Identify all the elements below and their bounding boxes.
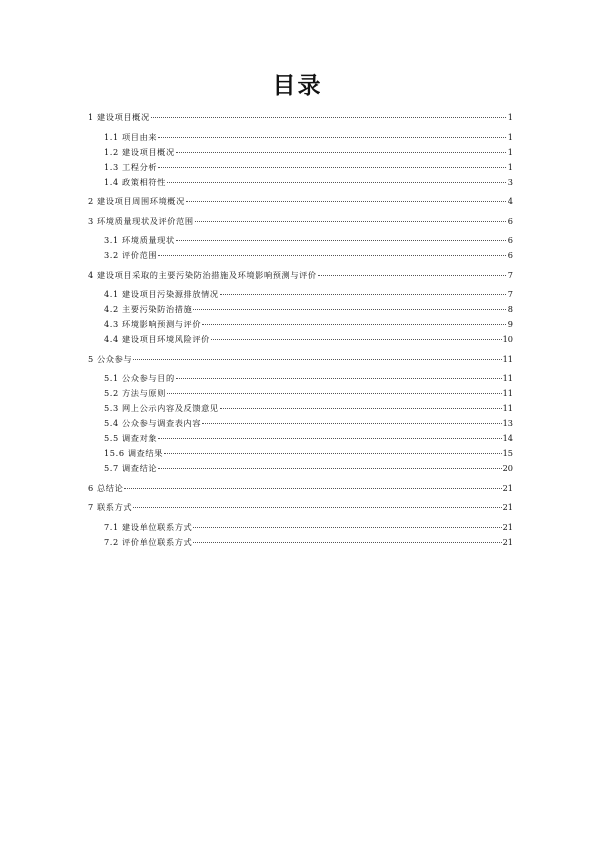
- dot-leader: [164, 453, 502, 454]
- toc-entry[interactable]: [88, 235, 513, 246]
- toc-entry-title: 7 联系方式: [88, 502, 133, 512]
- toc-page-number: 20: [502, 463, 513, 473]
- toc-page-number: 14: [502, 433, 513, 443]
- toc-entry-title: 5.5 调查对象: [104, 433, 158, 443]
- dot-leader: [133, 359, 501, 360]
- toc-entry-title: 3.1 环境质量现状: [104, 235, 175, 245]
- toc-entry-title: 7.2 评价单位联系方式: [104, 536, 193, 547]
- dot-leader: [193, 527, 501, 528]
- dot-leader: [176, 378, 502, 379]
- toc-page-number: 13: [502, 418, 513, 428]
- dot-leader: [167, 393, 502, 394]
- toc-entry[interactable]: [88, 418, 513, 429]
- toc-page-number: 21: [502, 536, 513, 547]
- dot-leader: [220, 408, 502, 409]
- toc-entry[interactable]: [88, 483, 513, 494]
- dot-leader: [158, 255, 506, 256]
- toc-entry[interactable]: [88, 289, 513, 300]
- toc-page-number: 11: [502, 373, 513, 383]
- toc-entry-title: 5.3 网上公示内容及反馈意见: [104, 403, 219, 413]
- toc-page-number: 4: [507, 196, 513, 206]
- toc-entry[interactable]: [88, 132, 513, 143]
- dot-leader: [202, 423, 501, 424]
- toc-entry[interactable]: [88, 388, 513, 399]
- toc-page-number: 21: [502, 521, 513, 532]
- toc-entry-title: 4.2 主要污染防治措施: [104, 304, 193, 314]
- toc-entry-title: 6 总结论: [88, 482, 124, 493]
- dot-leader: [158, 468, 501, 469]
- toc-entry-title: 15.6 调查结果: [104, 448, 163, 458]
- toc-entry[interactable]: [88, 112, 513, 123]
- toc-page-number: 6: [507, 250, 513, 260]
- toc-entry-title: 7.1 建设单位联系方式: [104, 521, 193, 532]
- toc-entry[interactable]: [88, 502, 513, 513]
- toc-entry[interactable]: [88, 216, 513, 227]
- toc-page-number: 7: [507, 289, 513, 299]
- toc-entry-title: 1 建设项目概况: [88, 112, 150, 122]
- toc-entry[interactable]: [88, 403, 513, 414]
- toc-page-number: 21: [502, 482, 513, 493]
- toc-page-number: 21: [502, 502, 513, 512]
- toc-entry-title: 4 建设项目采取的主要污染防治措施及环境影响预测与评价: [88, 269, 317, 280]
- dot-leader: [220, 294, 506, 295]
- toc-page-number: 6: [507, 215, 513, 226]
- toc-page-number: 11: [502, 388, 513, 398]
- dot-leader: [193, 542, 501, 543]
- dot-leader: [124, 488, 501, 489]
- toc-entry-title: 1.3 工程分析: [104, 161, 158, 172]
- dot-leader: [176, 152, 506, 153]
- page-title: 目录: [272, 72, 323, 99]
- dot-leader: [186, 201, 506, 202]
- toc-entry[interactable]: [88, 448, 513, 459]
- toc-entry-title: 4.1 建设项目污染源排放情况: [104, 289, 219, 299]
- toc-entry[interactable]: [88, 522, 513, 533]
- dot-leader: [158, 438, 501, 439]
- toc-page-number: 10: [502, 334, 513, 344]
- toc-entry-title: 4.3 环境影响预测与评价: [104, 319, 202, 329]
- toc-page-number: 11: [502, 403, 513, 413]
- dot-leader: [133, 507, 501, 508]
- dot-leader: [151, 117, 506, 118]
- dot-leader: [193, 309, 506, 310]
- toc-entry[interactable]: [88, 433, 513, 444]
- dot-leader: [318, 275, 506, 276]
- toc-entry-title: 3.2 评价范围: [104, 250, 158, 260]
- toc-entry-title: 1.1 项目由来: [104, 131, 158, 142]
- toc-entry[interactable]: [88, 354, 513, 365]
- toc-page-number: 6: [507, 235, 513, 245]
- toc-page-number: 9: [507, 319, 513, 329]
- toc-entry-title: 1.4 政策相符性: [104, 176, 166, 187]
- toc-entry[interactable]: [88, 270, 513, 281]
- toc-entry-title: 2 建设项目周围环境概况: [88, 196, 185, 206]
- toc-page-number: 1: [507, 161, 513, 172]
- toc-page-number: 1: [507, 131, 513, 142]
- toc-page-number: 11: [502, 353, 513, 364]
- dot-leader: [202, 324, 506, 325]
- toc-entry-title: 5 公众参与: [88, 353, 133, 364]
- toc-entry[interactable]: [88, 250, 513, 261]
- toc-entry-title: 5.1 公众参与目的: [104, 373, 175, 383]
- toc-entry[interactable]: [88, 537, 513, 548]
- toc-entry-title: 3 环境质量现状及评价范围: [88, 215, 194, 226]
- toc-entry[interactable]: [88, 304, 513, 315]
- toc-page-number: 8: [507, 304, 513, 314]
- toc-page-number: 15: [502, 448, 513, 458]
- dot-leader: [176, 240, 506, 241]
- toc-entry[interactable]: [88, 319, 513, 330]
- dot-leader: [167, 182, 506, 183]
- dot-leader: [158, 137, 506, 138]
- toc-entry[interactable]: [88, 463, 513, 474]
- dot-leader: [158, 167, 506, 168]
- toc-entry-title: 5.2 方法与原则: [104, 388, 166, 398]
- toc-entry[interactable]: [88, 196, 513, 207]
- toc-entry[interactable]: [88, 162, 513, 173]
- toc-entry[interactable]: [88, 177, 513, 188]
- table-of-contents: [88, 112, 513, 548]
- toc-page-number: 1: [507, 112, 513, 122]
- toc-entry-title: 5.4 公众参与调查表内容: [104, 418, 202, 428]
- toc-entry[interactable]: [88, 147, 513, 158]
- toc-entry[interactable]: [88, 373, 513, 384]
- toc-entry[interactable]: [88, 334, 513, 345]
- toc-entry-title: 5.7 调查结论: [104, 463, 158, 473]
- dot-leader: [195, 221, 506, 222]
- toc-page-number: 7: [507, 269, 513, 280]
- toc-page-number: 3: [507, 176, 513, 187]
- dot-leader: [211, 339, 502, 340]
- toc-entry-title: 4.4 建设项目环境风险评价: [104, 334, 210, 344]
- toc-page-number: 1: [507, 146, 513, 157]
- toc-entry-title: 1.2 建设项目概况: [104, 146, 175, 157]
